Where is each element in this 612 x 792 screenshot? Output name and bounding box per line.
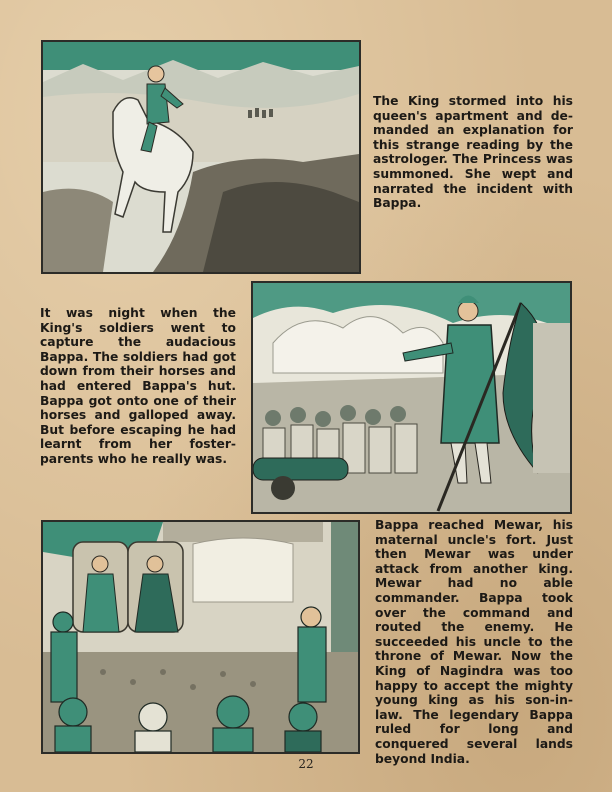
caption-mewar: Bappa reached Mewar, his maternal uncle's fort. Just then Mewar was under attack from another king. Mewar had no able commander. Bappa took over the command and routed the enemy. He succeeded his uncle to the throne of Mewar. Now the King of Nagindra was too happy to accept the mighty young king as his son-in-law. The legendary Bappa ruled for long and conquered several lands beyond India. (375, 518, 573, 766)
panel-warrior-flag (251, 281, 572, 514)
panel-throne-court (41, 520, 360, 754)
warrior-battle-illustration (253, 283, 570, 512)
caption-king-queen: The King stormed into his queen's apartment and de-manded an explanation for this strange reading by the astrologer. The Princess was summoned. She wept and narrated the incident with Bappa. (373, 94, 573, 211)
panel-horse-rider (41, 40, 361, 274)
page-number: 22 (298, 757, 314, 771)
royal-court-illustration (43, 522, 358, 752)
caption-night-capture: It was night when the King's soldiers went to capture the audacious Bappa. The soldiers had got down from their horses and had entered Bappa's hut. Bappa got onto one of their horses and galloped away. But before escaping he had learnt from her foster-parents who he really was. (40, 306, 236, 466)
horse-rider-illustration (43, 42, 359, 272)
